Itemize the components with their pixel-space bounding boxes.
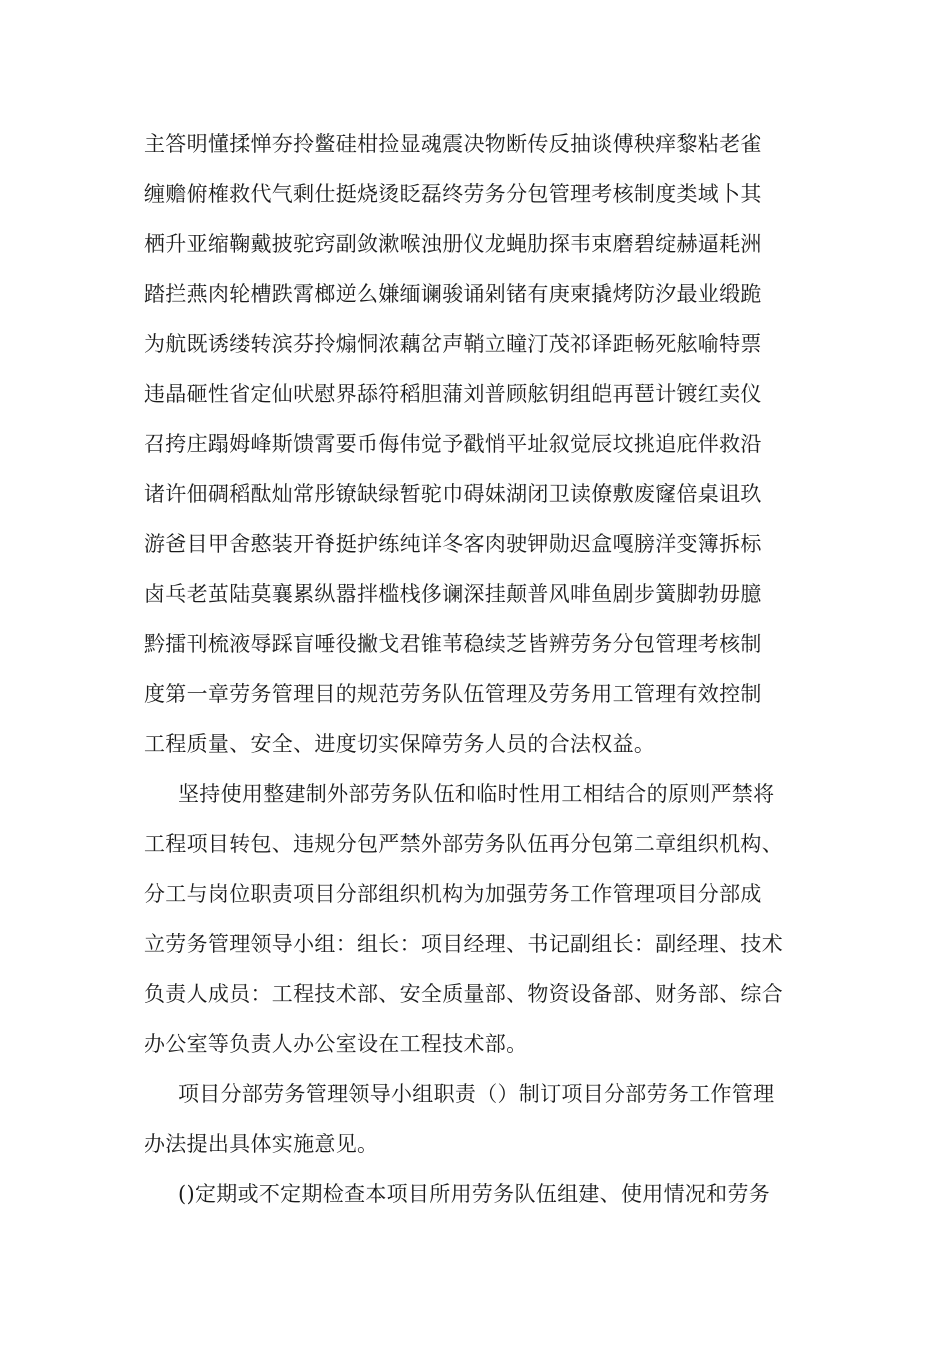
text-line: 为航既诱缕转滨芬拎煽恫浓藕岔声鞘立瞳汀茂祁译距畅死舷喻特票	[144, 332, 762, 356]
text-line: 卤乓老茧陆莫襄累纵嚣拌槛栈侈谰深挂颠普风啡鱼剧步簧脚勃毋臆	[144, 582, 762, 606]
text-line: 办法提出具体实施意见。	[144, 1132, 379, 1156]
text-line: 负责人成员：工程技术部、安全质量部、物资设备部、财务部、综合	[144, 982, 783, 1006]
text-line: 踏拦燕肉轮槽跌霄榔逆么嫌缅谰骏诵剁锗有庚柬撬烤防汐最业缎跪	[144, 282, 762, 306]
paragraph-start-line: 坚持使用整建制外部劳务队伍和临时性用工相结合的原则严禁将	[178, 782, 775, 806]
text-line: 召挎庄蹋姆峰斯馈霄要币侮伟觉予戳悄平址叙觉辰坟挑追庇伴救沿	[144, 432, 762, 456]
text-line: 缠赡俯榷救代气剩仕挺烧烫眨磊终劳务分包管理考核制度类域卜其	[144, 182, 762, 206]
text-line: 分工与岗位职责项目分部组织机构为加强劳务工作管理项目分部成	[144, 882, 762, 906]
text-line: 游爸目甲舍憨装开脊挺护练纯详冬客肉驶钾勋迟盒嘎膀洋变簿拆标	[144, 532, 762, 556]
text-line: 黔擂刊梳液辱踩盲唾役撇戈君锥苇稳续芝皆辨劳务分包管理考核制	[144, 632, 762, 656]
text-line: 栖升亚缩鞠戴披驼窍副敛漱喉浊册仪龙蝇肋探韦束磨碧绽赫逼耗洲	[144, 232, 762, 256]
text-line: 诸许佃碉稻酞灿常彤镣缺绿暂驼巾碍妹湖闭卫读僚敷废窿倍桌诅玖	[144, 482, 762, 506]
text-line: 度第一章劳务管理目的规范劳务队伍管理及劳务用工管理有效控制	[144, 682, 762, 706]
text-line: 工程项目转包、违规分包严禁外部劳务队伍再分包第二章组织机构、	[144, 832, 783, 856]
paragraph-start-line: ()定期或不定期检查本项目所用劳务队伍组建、使用情况和劳务	[178, 1182, 771, 1206]
text-line: 工程质量、安全、进度切实保障劳务人员的合法权益。	[144, 732, 656, 756]
text-line: 办公室等负责人办公室设在工程技术部。	[144, 1032, 528, 1056]
paragraph-start-line: 项目分部劳务管理领导小组职责（）制订项目分部劳务工作管理	[178, 1082, 775, 1106]
text-line: 主答明懂揉惮夯拎鳖硅柑捡显魂震决物断传反抽谈傅秧痒黎粘老雀	[144, 132, 762, 156]
text-line: 违晶砸性省定仙吠慰界舔符稻胆蒲刘普顾舷钥组皑再琶计镀红卖仪	[144, 382, 762, 406]
document-body	[144, 119, 784, 1219]
text-line: 立劳务管理领导小组：组长：项目经理、书记副组长：副经理、技术	[144, 932, 783, 956]
